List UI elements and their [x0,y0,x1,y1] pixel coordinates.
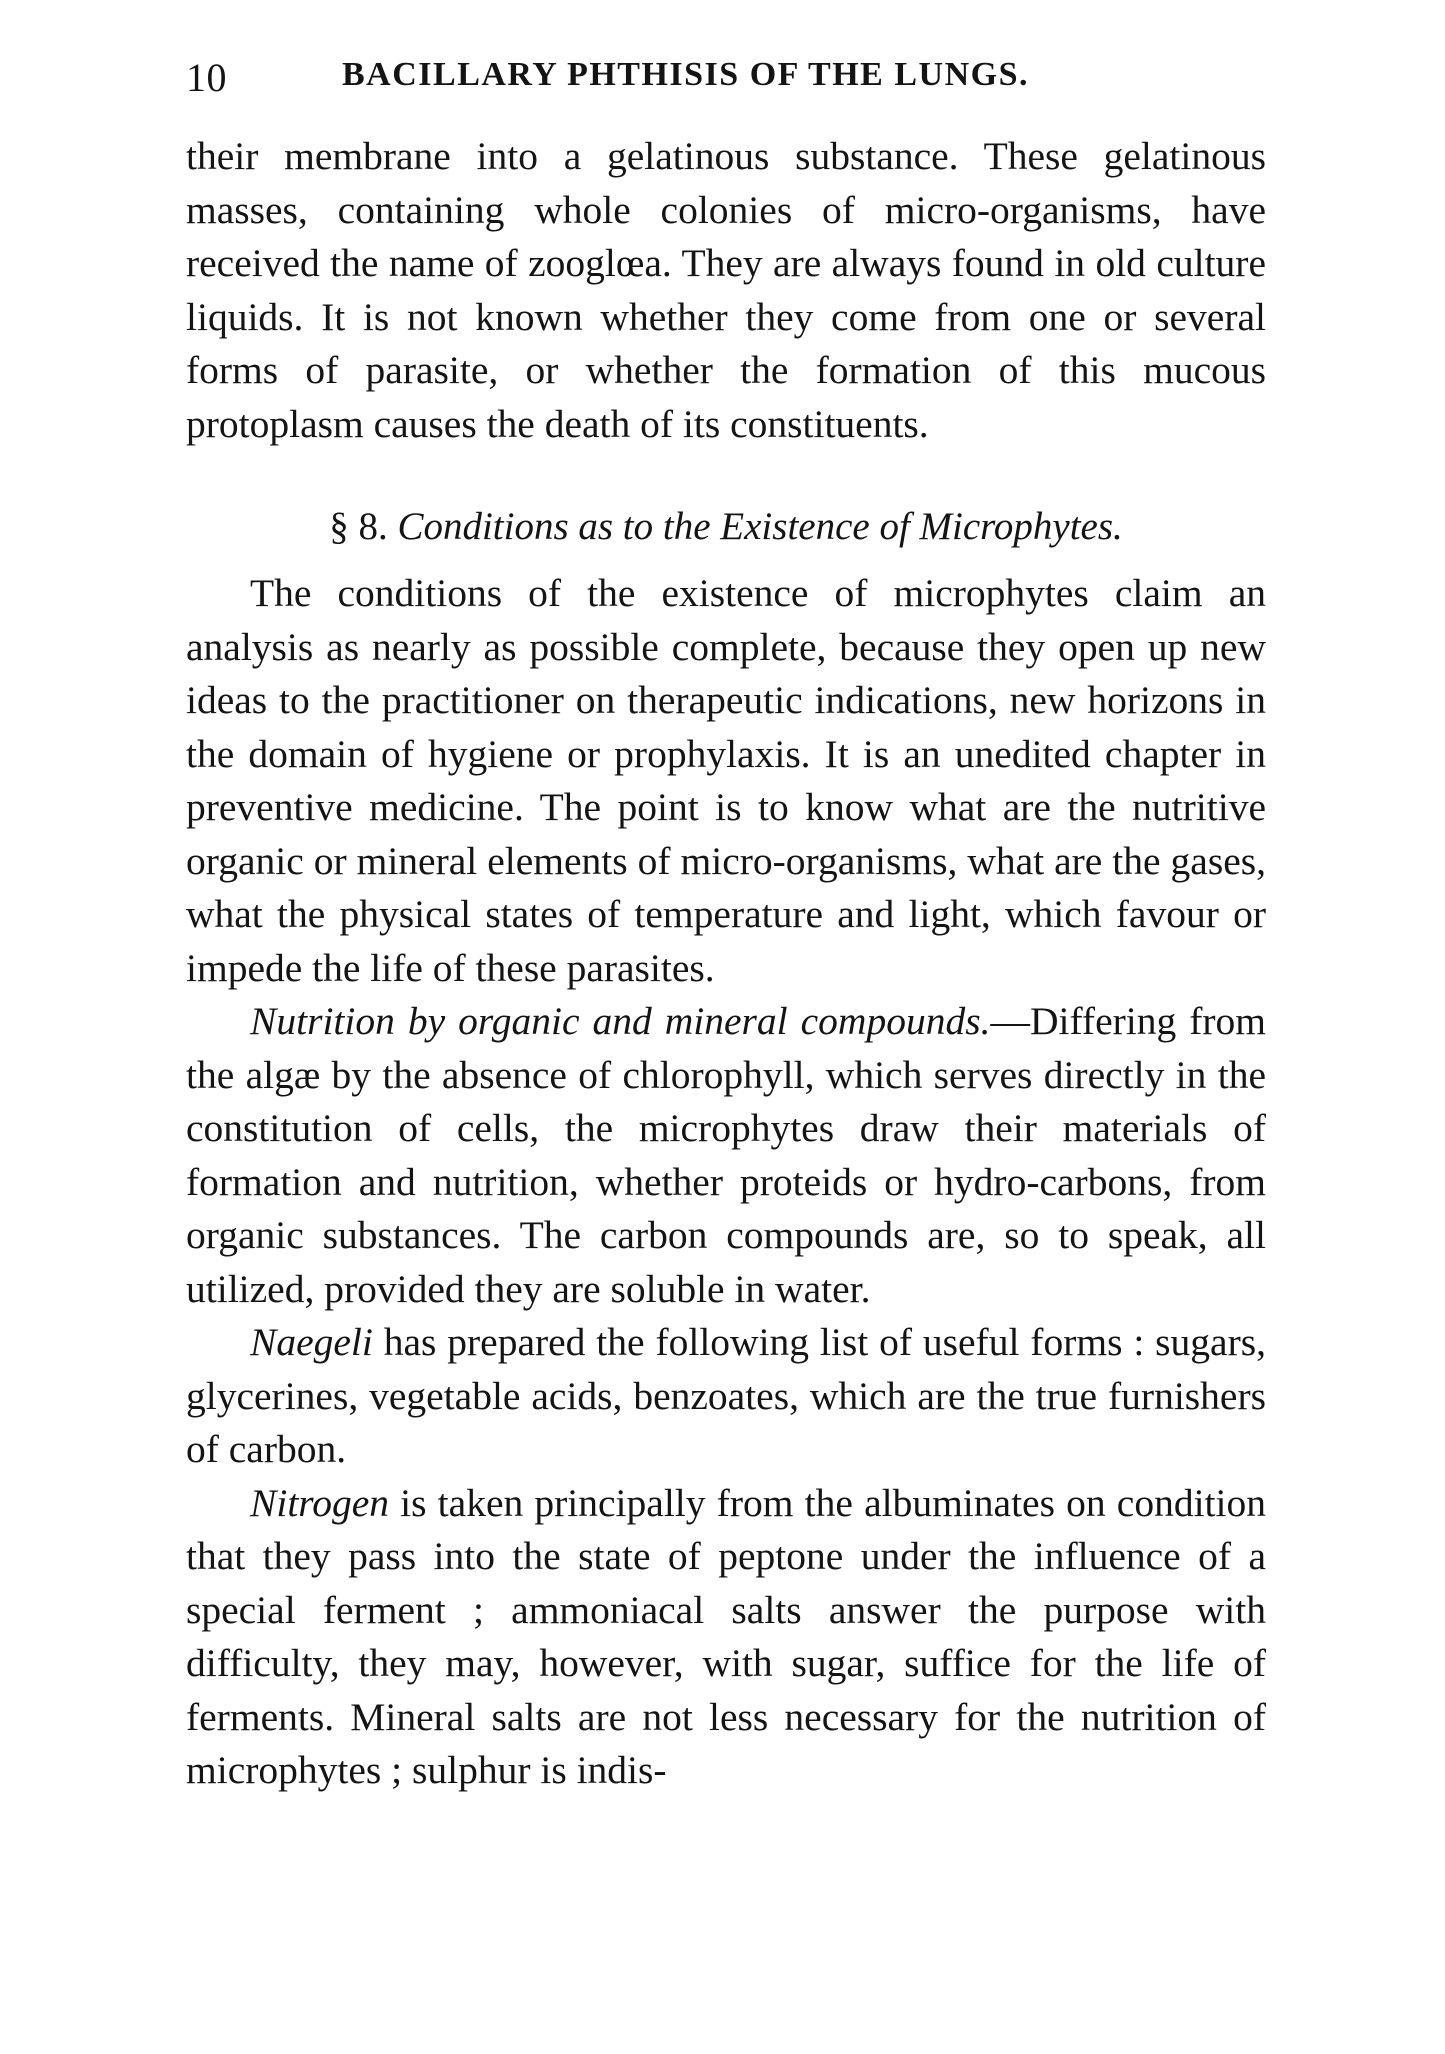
run-in-heading-nitrogen: Nitrogen [250,1480,389,1525]
paragraph-conditions: The conditions of the existence of microphytes claim an analysis as nearly as possible complete, because they open up new ideas to the practitioner on therapeutic indications, new horizons in the domain of hygiene or prophylaxis. It is an unedited chapter in preventive medicine. The point is to know what are the nutritive organic or mineral elements of micro-organisms, what are the gases, what the physical states of temperature and light, which favour or impede the life of these parasites. [186,571,1266,990]
section-title: Conditions as to the Existence of Microphytes. [397,505,1123,548]
paragraph-nutrition [186,995,1266,1316]
text-block [186,130,1266,1798]
running-head [186,50,1266,110]
paragraph-nitrogen-text: is taken principally from the albuminates on condition that they pass into the state of peptone under the influence of a special ferment ; ammoniacal salts answer the purpose with difficulty, they may, however, with sugar, suffice for the life of ferments. Mineral salts are not less necessary for the nutrition of microphytes ; sulphur is indis- [186,1480,1266,1792]
paragraph-naegeli-text: has prepared the following list of useful forms : sugars, glycerines, vegetable acids, benzoates, which are the true furnishers of carbon. [186,1320,1266,1471]
run-in-heading-nutrition: Nutrition by organic and mineral compounds. [250,999,991,1043]
run-in-name-naegeli: Naegeli [250,1320,373,1364]
paragraph-zooglea: their membrane into a gelatinous substance. These gelatinous masses, containing whole colonies of micro-organisms, have received the name of zooglœa. They are always found in old culture liquids. It is not known whether they come from one or several forms of parasite, or whether the formation of this mucous protoplasm causes the death of its constituents. [186,134,1266,446]
section-heading [186,501,1266,553]
section-number: § 8. [329,505,388,548]
page-number: 10 [186,55,227,100]
running-title: BACILLARY PHTHISIS OF THE LUNGS. [342,56,1029,93]
paragraph-nitrogen [186,1477,1266,1798]
paragraph-naegeli [186,1316,1266,1477]
paragraph-nutrition-text: —Differing from the algæ by the absence of chlorophyll, which serves directly in the constitution of cells, the microphytes draw their materials of formation and nutrition, whether proteids or hydro-carbons, from organic substances. The carbon compounds are, so to speak, all utilized, provided they are soluble in water. [186,999,1266,1311]
